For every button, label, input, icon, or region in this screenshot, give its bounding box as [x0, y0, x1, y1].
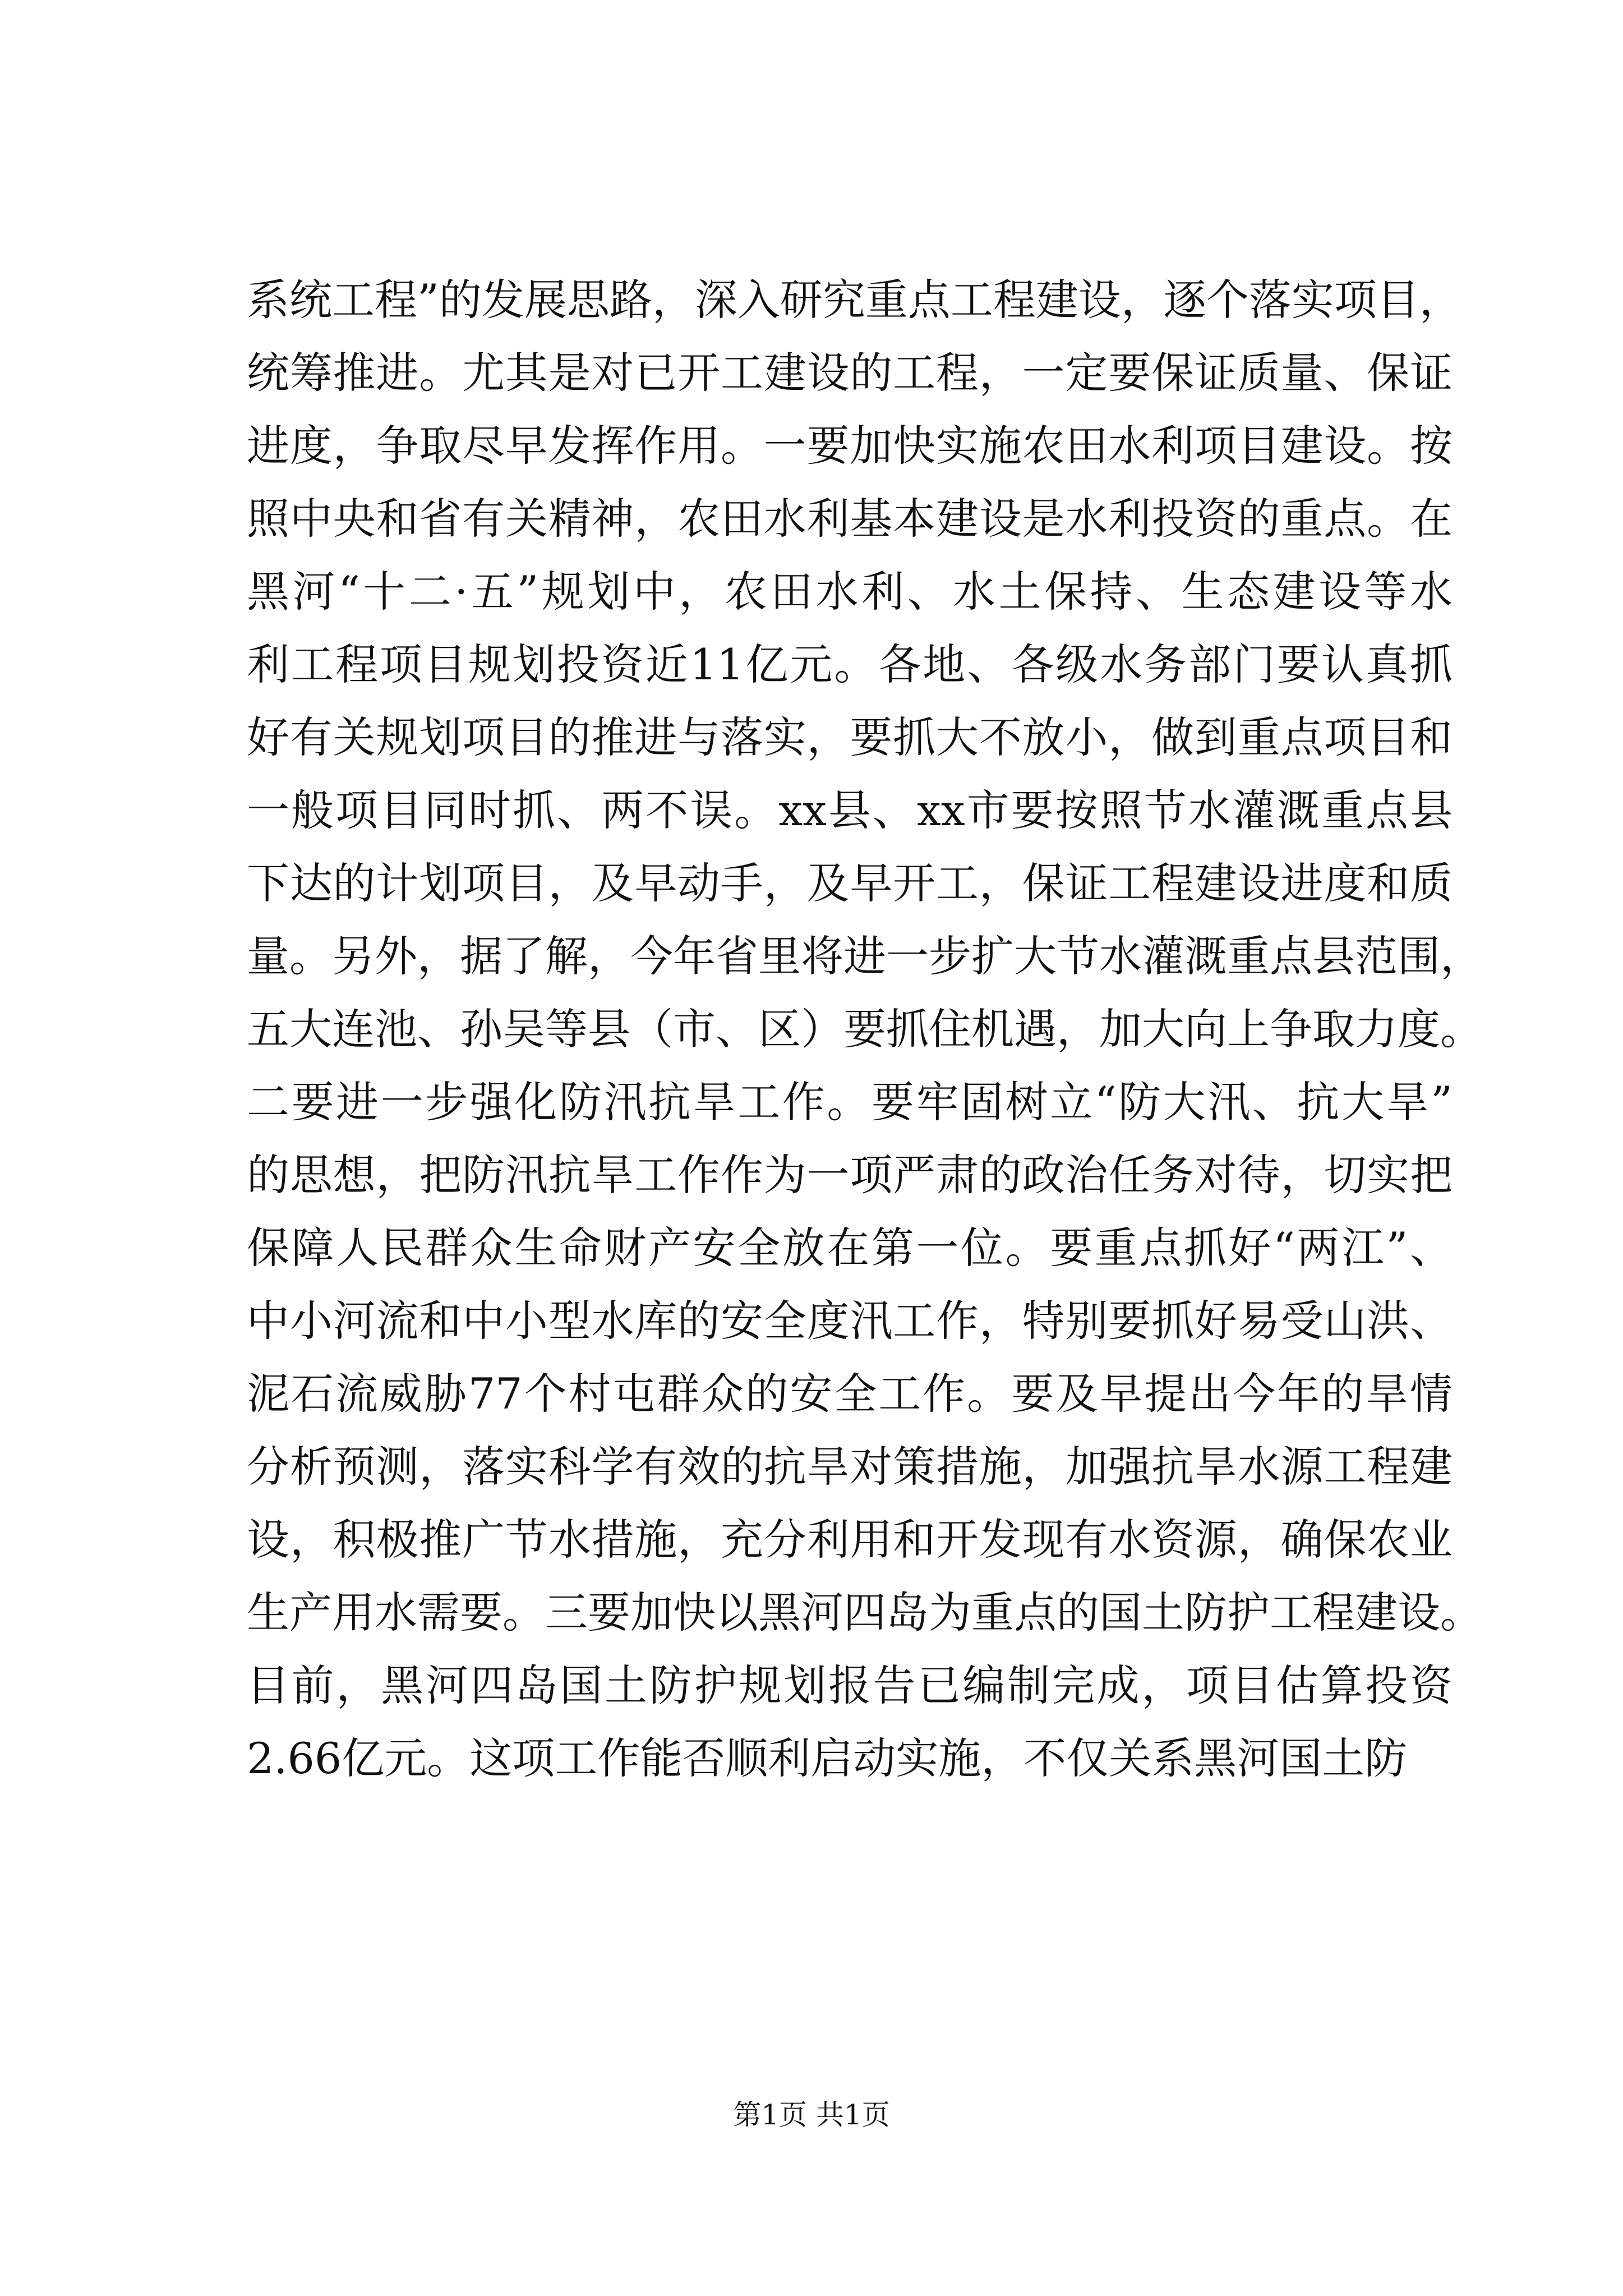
- text-line: 生产用水需要。三要加快以黑河四岛为重点的国土防护工程建设。: [247, 1588, 1483, 1637]
- text-line: 二要进一步强化防汛抗旱工作。要牢固树立“防大汛、抗大旱”: [247, 1077, 1453, 1127]
- text-line: 黑河“十二·五”规划中，农田水利、水土保持、生态建设等水: [247, 567, 1453, 616]
- text-line: 一般项目同时抓、两不误。xx县、xx市要按照节水灌溉重点县: [247, 785, 1453, 835]
- text-line: 下达的计划项目，及早动手，及早开工，保证工程建设进度和质: [247, 858, 1453, 908]
- text-line: 的思想，把防汛抗旱工作作为一项严肃的政治任务对待，切实把: [247, 1150, 1453, 1200]
- text-line: 保障人民群众生命财产安全放在第一位。要重点抓好“两江”、: [247, 1223, 1453, 1273]
- text-line: 好有关规划项目的推进与落实，要抓大不放小，做到重点项目和: [247, 712, 1453, 762]
- page-footer: 第1页 共1页: [733, 2099, 890, 2131]
- text-line: 统筹推进。尤其是对已开工建设的工程，一定要保证质量、保证: [247, 348, 1453, 398]
- text-line: 照中央和省有关精神，农田水利基本建设是水利投资的重点。在: [247, 494, 1453, 544]
- body-paragraph: [247, 264, 1483, 1795]
- text-line: 进度，争取尽早发挥作用。一要加快实施农田水利项目建设。按: [247, 421, 1453, 471]
- text-line: 泥石流威胁77个村屯群众的安全工作。要及早提出今年的旱情: [247, 1369, 1453, 1419]
- text-line: 系统工程”的发展思路，深入研究重点工程建设，逐个落实项目，: [247, 275, 1462, 325]
- text-line: 设，积极推广节水措施，充分利用和开发现有水资源，确保农业: [247, 1515, 1453, 1565]
- text-line: 2.66亿元。这项工作能否顺利启动实施，不仅关系黑河国土防: [247, 1733, 1408, 1783]
- text-line: 分析预测，落实科学有效的抗旱对策措施，加强抗旱水源工程建: [247, 1442, 1453, 1492]
- text-line: 目前，黑河四岛国土防护规划报告已编制完成，项目估算投资: [247, 1660, 1453, 1710]
- text-line: 中小河流和中小型水库的安全度汛工作，特别要抓好易受山洪、: [247, 1296, 1453, 1346]
- text-line: 利工程项目规划投资近11亿元。各地、各级水务部门要认真抓: [247, 639, 1453, 689]
- text-line: 量。另外，据了解，今年省里将进一步扩大节水灌溉重点县范围，: [247, 931, 1483, 981]
- text-line: 五大连池、孙吴等县（市、区）要抓住机遇，加大向上争取力度。: [247, 1004, 1483, 1054]
